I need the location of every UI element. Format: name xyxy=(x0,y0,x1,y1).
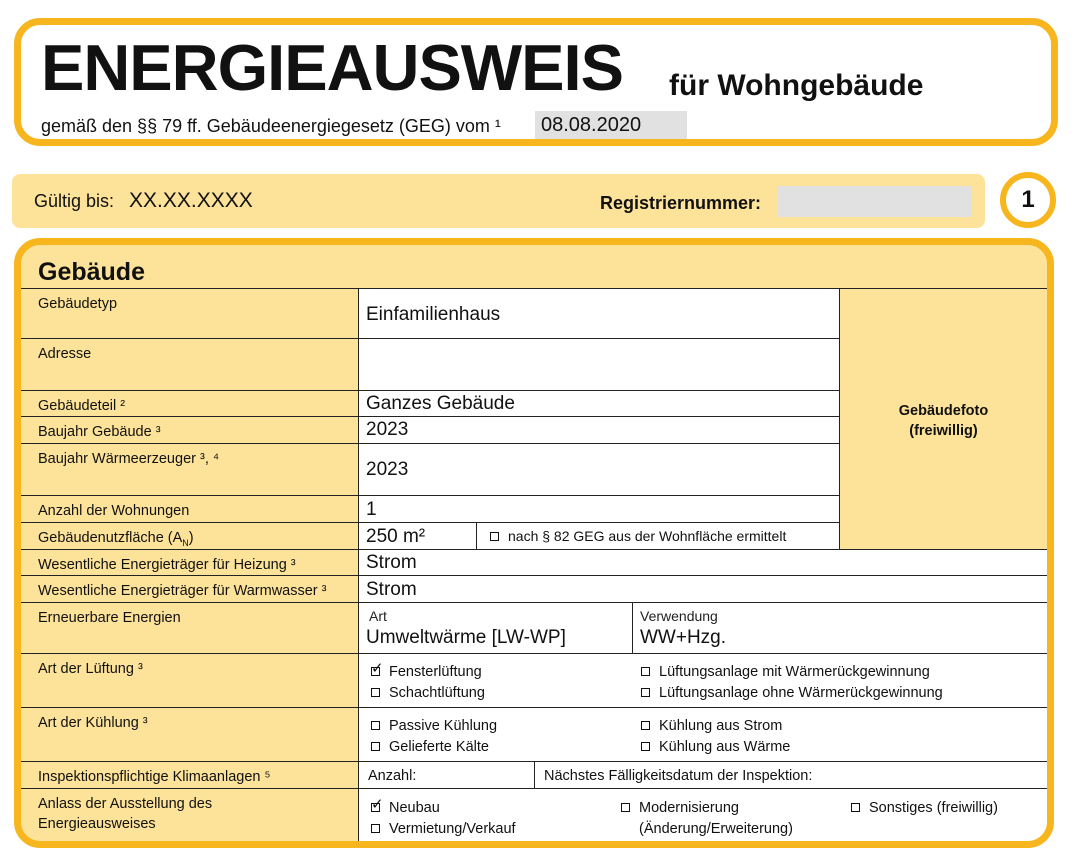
checkbox-icon[interactable] xyxy=(641,688,650,697)
option-gelieferte-kaelte[interactable]: Gelieferte Kälte xyxy=(371,740,489,755)
label-klimaanlagen: Inspektionspflichtige Klimaanlagen ⁵ xyxy=(21,762,358,789)
document-subtitle: für Wohngebäude xyxy=(669,69,924,102)
value-wohnungen[interactable] xyxy=(358,496,839,523)
modernisierung-subtext: (Änderung/Erweiterung) xyxy=(639,821,793,837)
label-gebaeudetyp: Gebäudetyp xyxy=(21,289,358,339)
nutzflaeche-text: 250 m² xyxy=(366,526,426,547)
option-lueftung-mit-wrg[interactable]: Lüftungsanlage mit Wärmerückgewinnung xyxy=(641,665,930,680)
header-box xyxy=(14,18,1058,146)
checkbox-icon[interactable] xyxy=(371,824,380,833)
label-heizung: Wesentliche Energieträger für Heizung ³ xyxy=(21,550,358,576)
label-warmwasser: Wesentliche Energieträger für Warmwasser ³ xyxy=(21,576,358,603)
value-klima-datum[interactable] xyxy=(534,762,1047,789)
registration-number-field[interactable] xyxy=(778,186,972,217)
label-nutzflaeche: Gebäudenutzfläche $(A_N)$ xyxy=(21,523,358,550)
option-wohnflaeche[interactable]: nach § 82 GEG aus der Wohnfläche ermittelt xyxy=(490,529,786,543)
label-baujahr: Baujahr Gebäude ³ xyxy=(21,417,358,444)
building-section xyxy=(14,238,1054,848)
option-neubau[interactable]: ✓ Neubau xyxy=(371,795,440,816)
value-erneuerbar-verwendung[interactable] xyxy=(632,603,1047,654)
option-fensterlueftung[interactable]: ✓ Fensterlüftung xyxy=(371,659,482,680)
gebaeudetyp-text: Einfamilienhaus xyxy=(366,304,501,325)
inspektion-label: Nächstes Fälligkeitsdatum der Inspektion: xyxy=(544,768,813,784)
value-baujahr[interactable] xyxy=(358,417,839,444)
value-adresse[interactable] xyxy=(358,339,839,391)
checkbox-icon[interactable] xyxy=(641,742,650,751)
photo-box[interactable] xyxy=(839,288,1047,550)
photo-label: Gebäudefoto xyxy=(898,403,989,419)
page-number-badge: 1 xyxy=(1000,172,1056,228)
label-kuehlung: Art der Kühlung ³ xyxy=(21,708,358,762)
nutzflaeche-option[interactable] xyxy=(476,523,839,550)
option-sonstiges[interactable]: Sonstiges (freiwillig) xyxy=(851,801,998,816)
checkbox-icon[interactable] xyxy=(851,803,860,812)
option-kuehlung-strom[interactable]: Kühlung aus Strom xyxy=(641,719,782,734)
value-lueftung xyxy=(358,654,1047,708)
section-title: Gebäude xyxy=(38,258,145,286)
value-kuehlung xyxy=(358,708,1047,762)
art-text: Umweltwärme [LW-WP] xyxy=(366,627,566,648)
art-label: Art xyxy=(369,608,387,624)
value-nutzflaeche[interactable] xyxy=(358,523,476,550)
legal-basis: gemäß den §§ 79 ff. Gebäudeenergiegesetz (GEG) vom ¹ xyxy=(41,116,501,136)
value-waermeerzeuger[interactable] xyxy=(358,444,839,496)
option-modernisierung[interactable]: Modernisierung xyxy=(621,801,739,816)
label-waermeerzeuger: Baujahr Wärmeerzeuger ³, ⁴ xyxy=(21,444,358,496)
value-anlass xyxy=(358,789,1047,841)
value-warmwasser[interactable] xyxy=(358,576,1047,603)
validity-bar xyxy=(12,174,985,228)
option-vermietung[interactable]: Vermietung/Verkauf xyxy=(371,822,516,837)
photo-label-optional: (freiwillig) xyxy=(909,423,978,439)
checkbox-icon[interactable] xyxy=(641,667,650,676)
label-wohnungen: Anzahl der Wohnungen xyxy=(21,496,358,523)
checkbox-icon[interactable] xyxy=(371,742,380,751)
label-lueftung: Art der Lüftung ³ xyxy=(21,654,358,708)
value-heizung[interactable] xyxy=(358,550,1047,576)
value-erneuerbar-art[interactable] xyxy=(358,603,632,654)
checkmark-icon: ✓ xyxy=(371,795,384,813)
checkbox-checked-icon[interactable] xyxy=(371,659,384,677)
waermeerzeuger-text: 2023 xyxy=(366,459,409,480)
valid-until-value[interactable]: XX.XX.XXXX xyxy=(129,189,253,212)
value-gebaeudeteil[interactable] xyxy=(358,391,839,417)
legal-date-field[interactable]: 08.08.2020 xyxy=(535,111,687,139)
checkbox-checked-icon[interactable] xyxy=(371,795,384,813)
label-gebaeudeteil: Gebäudeteil ² xyxy=(21,391,358,417)
checkbox-icon[interactable] xyxy=(371,688,380,697)
checkmark-icon: ✓ xyxy=(371,659,384,677)
verwendung-text: WW+Hzg. xyxy=(640,627,727,648)
gebaeudeteil-text: Ganzes Gebäude xyxy=(366,393,515,414)
option-schachtlueftung[interactable]: Schachtlüftung xyxy=(371,686,485,701)
heizung-text: Strom xyxy=(366,552,417,573)
checkbox-icon[interactable] xyxy=(371,721,380,730)
valid-until-label: Gültig bis: xyxy=(34,191,115,211)
label-erneuerbar: Erneuerbare Energien xyxy=(21,603,358,654)
baujahr-text: 2023 xyxy=(366,419,409,440)
checkbox-icon[interactable] xyxy=(490,532,499,541)
checkbox-icon[interactable] xyxy=(641,721,650,730)
option-passive-kuehlung[interactable]: Passive Kühlung xyxy=(371,719,497,734)
wohnungen-text: 1 xyxy=(366,499,377,520)
label-adresse: Adresse xyxy=(21,339,358,391)
option-lueftung-ohne-wrg[interactable]: Lüftungsanlage ohne Wärmerückgewinnung xyxy=(641,686,943,701)
value-gebaeudetyp[interactable] xyxy=(358,288,839,339)
option-kuehlung-waerme[interactable]: Kühlung aus Wärme xyxy=(641,740,790,755)
registration-label: Registriernummer: xyxy=(600,193,762,213)
label-anlass: Anlass der Ausstellung des Energieausweises xyxy=(38,796,213,832)
value-klima-anzahl[interactable] xyxy=(358,762,534,789)
verwendung-label: Verwendung xyxy=(640,608,718,624)
anzahl-label: Anzahl: xyxy=(368,768,417,784)
checkbox-icon[interactable] xyxy=(621,803,630,812)
warmwasser-text: Strom xyxy=(366,579,417,600)
document-title: ENERGIEAUSWEIS xyxy=(41,31,623,104)
